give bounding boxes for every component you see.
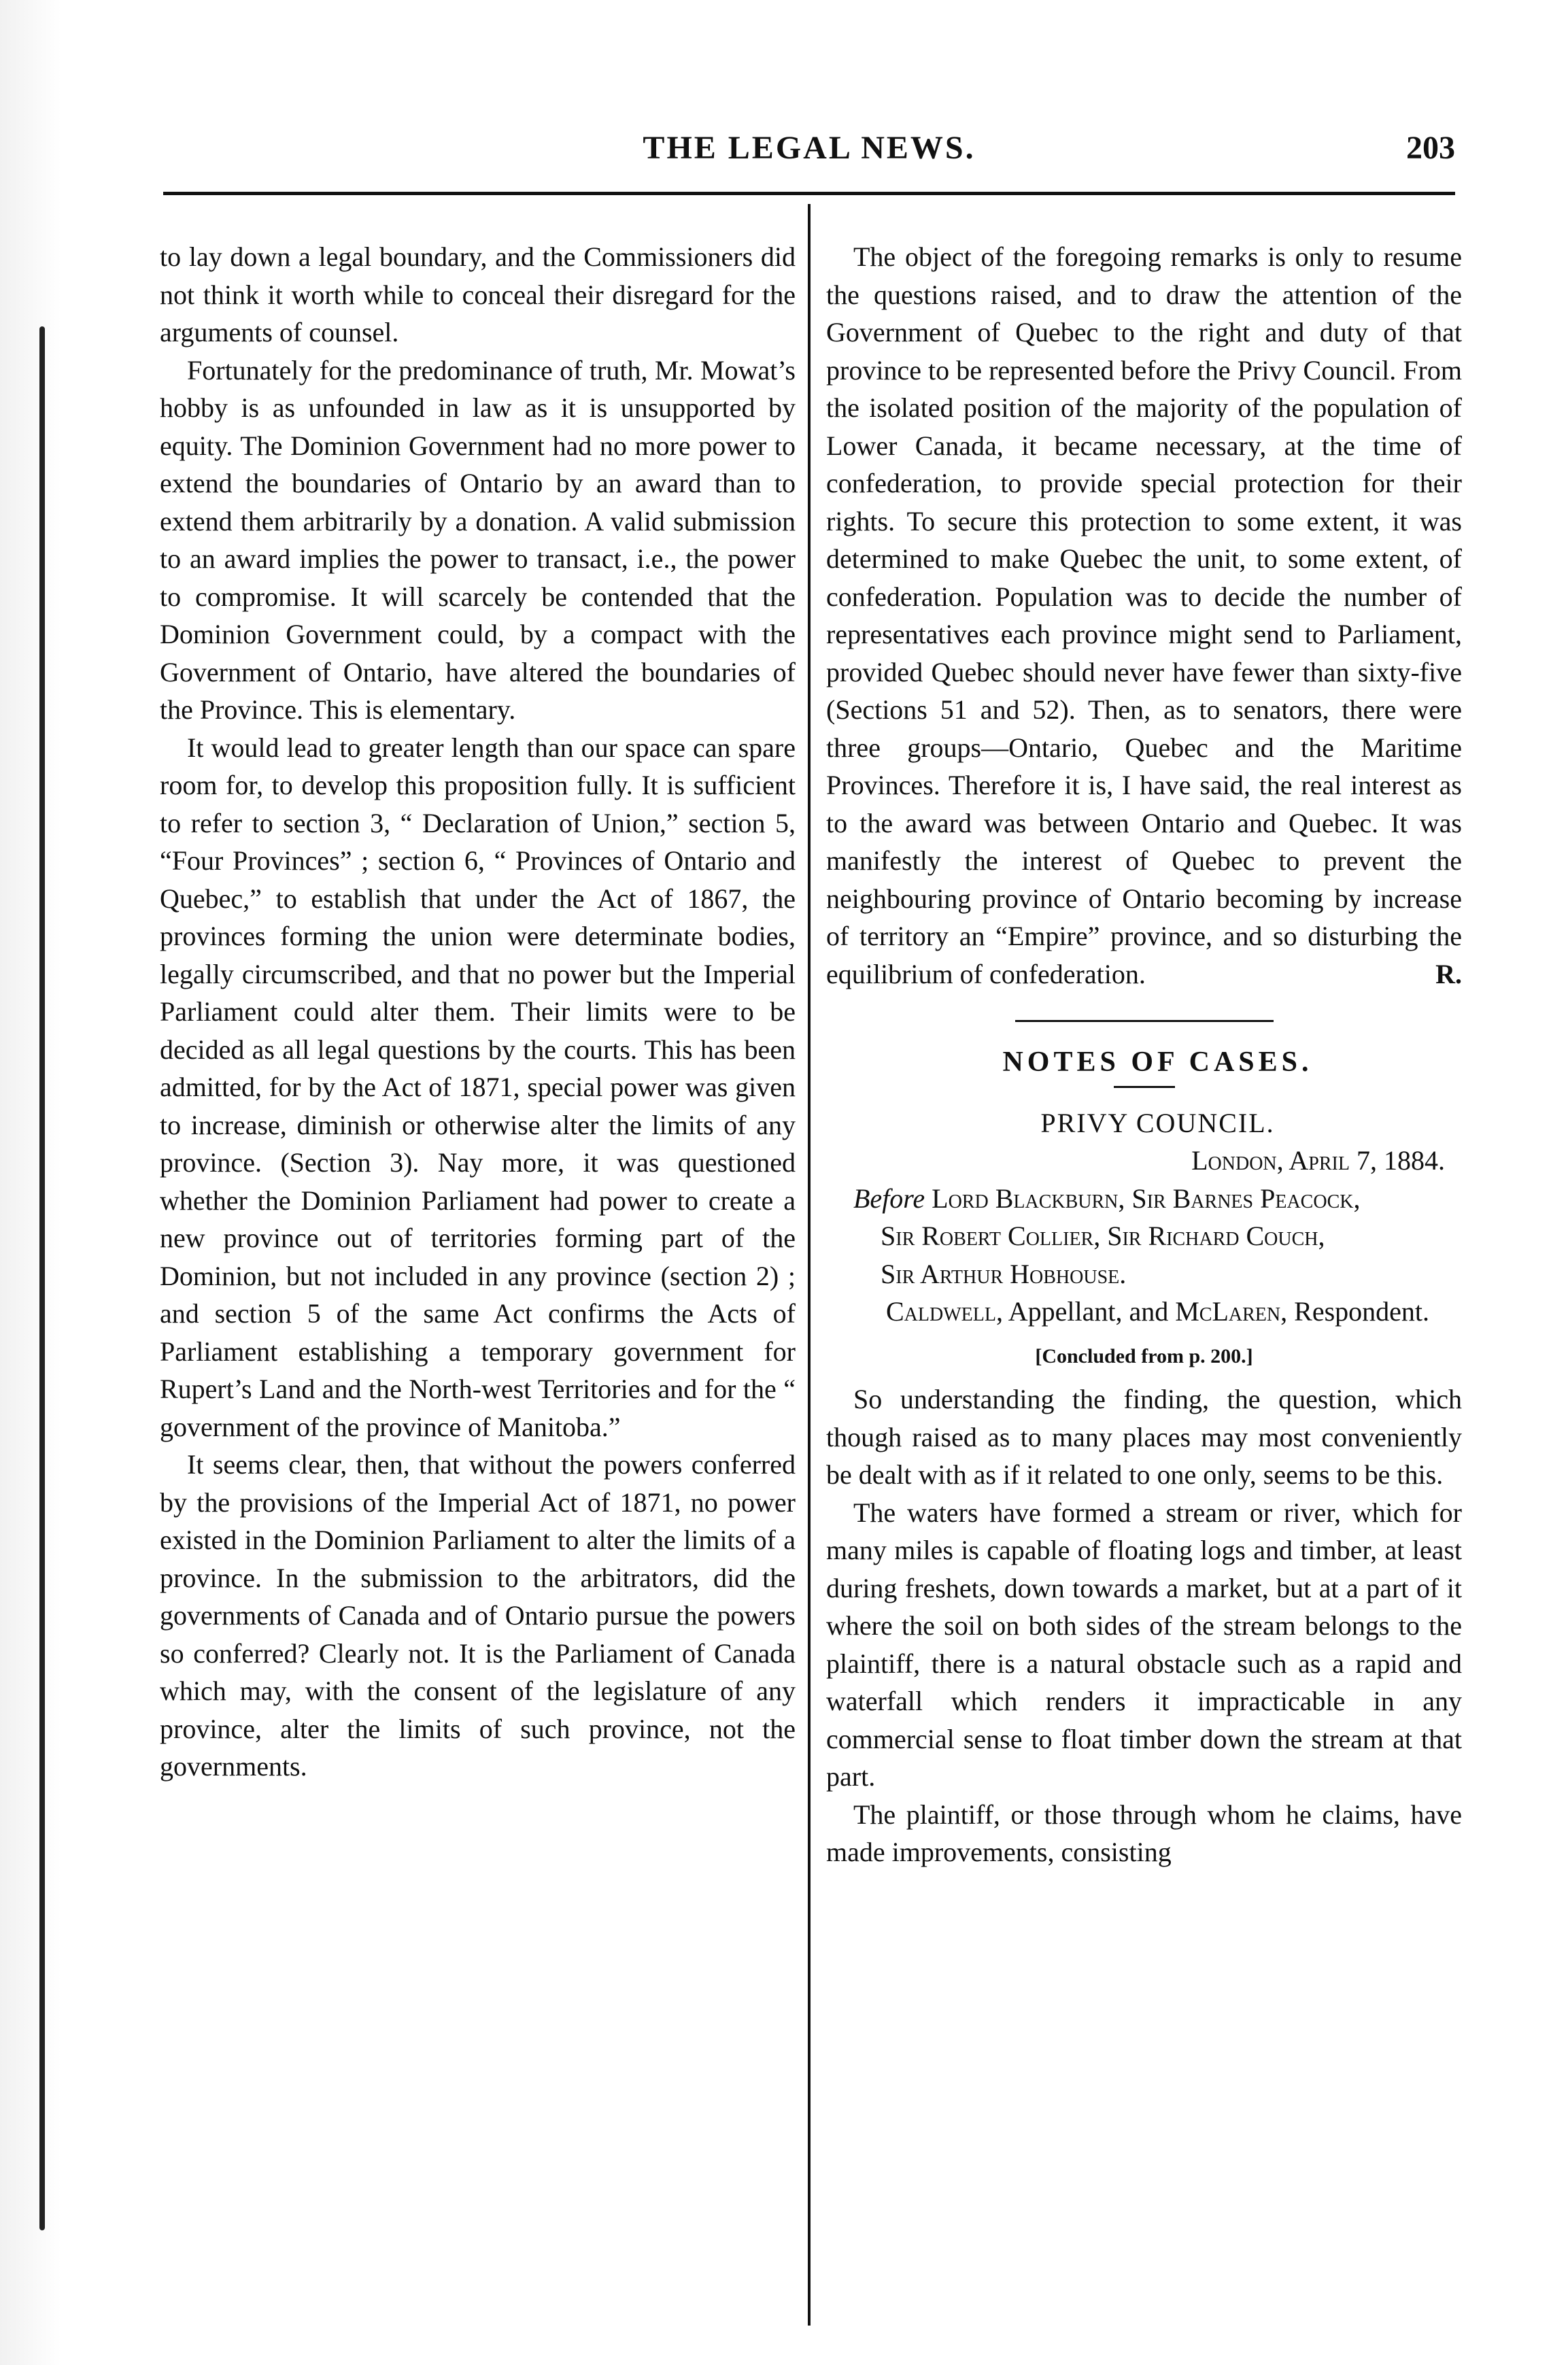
appellant-name: Caldwell bbox=[885, 1296, 996, 1327]
before-label: Before bbox=[853, 1182, 925, 1214]
paragraph-text: The object of the foregoing remarks is only to resume the questions raised, and to draw the attention of the Government of Quebec to the right and duty of that province to be represented before the Privy Council. From the isolated position of the majority of the population of Lower Canada, it became necessary, at the time of confederation, to provide special protection for their rights. To secure this protection to some extent, it was determined to make Quebec the unit, to some extent, of confederation. Population was to decide the number of representatives each province might send to Parliament, provided Quebec should never have fewer than sixty-five (Sections 51 and 52). Then, as to senators, there were three groups—Ontario, Quebec and the Maritime Provinces. Therefore it is, I have said, the real interest as to the award was between Ontario and Quebec. It was manifestly the interest of Quebec to prevent the neighbouring province of Ontario becoming by increase of territory an “Empire” province, and so disturbing the equilibrium of confederation. bbox=[826, 241, 1462, 989]
judges-list bbox=[826, 1180, 1462, 1293]
paragraph bbox=[826, 238, 1462, 993]
section-heading: NOTES OF CASES. bbox=[1002, 1047, 1313, 1078]
left-column bbox=[160, 238, 796, 1786]
page-number: 203 bbox=[1406, 130, 1455, 166]
continuation-note: [Concluded from p. 200.] bbox=[1035, 1344, 1253, 1367]
paragraph: It would lead to greater length than our space can spare room for, to develop this proposition fully. It is sufficient to refer to section 3, “ Declaration of Union,” section 5, “Four Provinces” ; section 6, “ Provinces of Ontario and Quebec,” to establish that under the Act of 1867, the provinces forming the union were determinate bodies, legally circumscribed, and that no power but the Imperial Parliament could alter them. Their limits were to be decided as all legal questions by the courts. This has been admitted, for by the Act of 1871, special power was given to increase, diminish or otherwise alter the limits of any province. (Section 3). Nay more, it was questioned whether the Dominion Parliament had power to create a new province out of territories forming part of the Dominion, but not included in any province (section 2) ; and section 5 of the same Act confirms the Acts of Parliament establishing a temporary government for Rupert’s Land and the North-west Territories and for the “ government of the province of Manitoba.” bbox=[160, 732, 796, 1442]
judges-line: Sir Robert Collier, Sir Richard Couch, bbox=[881, 1221, 1325, 1251]
right-column bbox=[826, 238, 1462, 1871]
paragraph: to lay down a legal boundary, and the Commissioners did not think it worth while to conceal their disregard for the arguments of counsel. bbox=[160, 241, 796, 347]
running-header bbox=[163, 129, 1455, 177]
paragraph: Fortunately for the predominance of truth, Mr. Mowat’s hobby is as unfounded in law as it is unsupported by equity. The Dominion Government had no more power to extend the boundaries of Ontario by an award than to extend them arbitrarily by a donation. A valid submission to an award implies the power to transact, i.e., the power to compromise. It will scarcely be contended that the Dominion Government could, by a compact with the Government of Ontario, have altered the boundaries of the Province. This is elementary. bbox=[160, 354, 796, 725]
judges-line: Lord Blackburn, Sir Barnes Peacock, bbox=[932, 1182, 1361, 1214]
author-signature: R. bbox=[1435, 958, 1462, 989]
paragraph: The plaintiff, or those through whom he claims, have made improvements, consisting bbox=[826, 1799, 1462, 1867]
paragraph: It seems clear, then, that without the powers conferred by the provisions of the Imperial Act of 1871, no power existed in the Dominion Parliament to alter the limits of a province. In the submission to the arbitrators, did the governments of Canada and of Ontario pursue the powers so conferred? Clearly not. It is the Parliament of Canada which may, with the consent of the legislature of any province, alter the limits of such province, not the governments. bbox=[160, 1449, 796, 1782]
court-name: PRIVY COUNCIL. bbox=[1040, 1107, 1275, 1138]
parties-text: , Respondent. bbox=[1280, 1296, 1430, 1327]
heading-rule bbox=[1114, 1086, 1175, 1088]
case-parties bbox=[826, 1293, 1462, 1331]
parties-text: , Appellant, and bbox=[995, 1296, 1176, 1327]
paragraph: The waters have formed a stream or river, which for many miles is capable of floating logs and timber, at least during freshets, down towards a market, but at a part of it where the soil on both sides of the stream belongs to the plaintiff, there is a natural obstacle such as a rapid and waterfall which renders it impracticable in any commercial sense to float timber down the stream at that part. bbox=[826, 1497, 1462, 1792]
header-rule bbox=[163, 192, 1455, 195]
journal-title: THE LEGAL NEWS. bbox=[643, 130, 976, 166]
section-divider bbox=[1015, 1020, 1274, 1022]
page-binding-edge bbox=[0, 0, 61, 2365]
column-divider bbox=[808, 204, 811, 2326]
paragraph: So understanding the finding, the question, which though raised as to many places may most conveniently be dealt with as if it related to one only, seems to be this. bbox=[826, 1384, 1462, 1490]
case-date: London, April 7, 1884. bbox=[1191, 1145, 1445, 1176]
judges-line: Sir Arthur Hobhouse. bbox=[881, 1258, 1127, 1289]
respondent-name: McLaren bbox=[1175, 1296, 1281, 1327]
